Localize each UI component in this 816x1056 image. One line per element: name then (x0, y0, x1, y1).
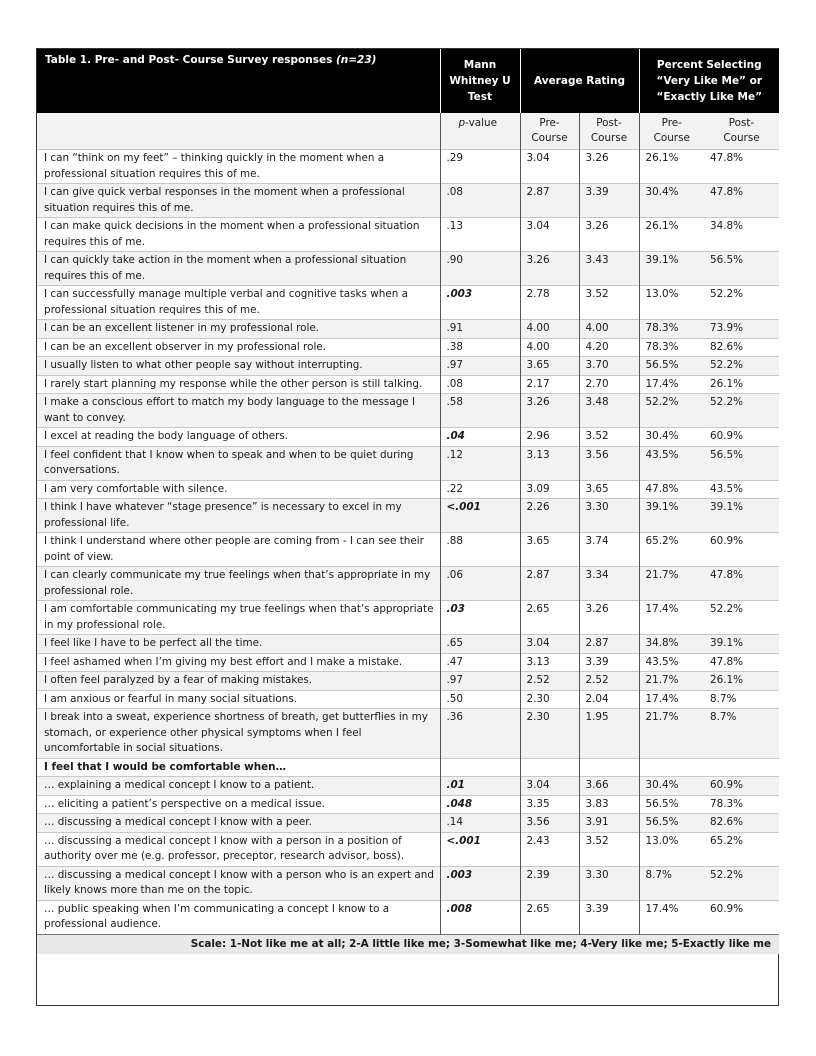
p-value-cell: .38 (440, 338, 520, 357)
post-avg-cell: 3.43 (579, 252, 639, 286)
table-row (37, 446, 779, 480)
pre-avg-cell: 2.52 (520, 672, 579, 691)
post-pct-cell: 60.9% (704, 777, 779, 796)
p-value-cell: <.001 (440, 832, 520, 866)
pre-avg-cell: 2.96 (520, 428, 579, 447)
pre-avg-cell: 2.39 (520, 866, 579, 900)
post-avg-cell: 3.52 (579, 832, 639, 866)
pre-pct-cell: 17.4% (639, 690, 704, 709)
p-value-cell: .36 (440, 709, 520, 759)
table-row (37, 499, 779, 533)
post-avg-cell: 2.70 (579, 375, 639, 394)
statement-cell: I rarely start planning my response while the other person is still talking. (37, 375, 440, 394)
p-value-cell: .13 (440, 218, 520, 252)
table-row (37, 900, 779, 934)
pre-pct-cell: 43.5% (639, 653, 704, 672)
col-header-average-rating: Average Rating (520, 49, 639, 113)
table-row (37, 338, 779, 357)
scale-note: Scale: 1-Not like me at all; 2-A little like me; 3-Somewhat like me; 4-Very like me; 5-Exactly like me (37, 934, 779, 954)
table-row (37, 394, 779, 428)
post-avg-cell: 3.39 (579, 900, 639, 934)
statement-cell: … discussing a medical concept I know with a peer. (37, 814, 440, 833)
table-row (37, 866, 779, 900)
post-avg-cell: 4.00 (579, 320, 639, 339)
statement-cell: … discussing a medical concept I know with a person in a position of authority over me (e.g. professor, preceptor, research advisor, boss). (37, 832, 440, 866)
table-header-row (37, 49, 779, 113)
post-avg-cell: 3.30 (579, 866, 639, 900)
survey-table (37, 49, 779, 954)
pre-avg-cell: 2.26 (520, 499, 579, 533)
table-row (37, 252, 779, 286)
p-value-cell: .88 (440, 533, 520, 567)
p-value-cell: .048 (440, 795, 520, 814)
post-pct-cell: 82.6% (704, 814, 779, 833)
post-avg-cell: 1.95 (579, 709, 639, 759)
section-row (37, 758, 779, 777)
p-value-cell: .06 (440, 567, 520, 601)
post-avg-cell: 4.20 (579, 338, 639, 357)
pre-avg-cell: 3.35 (520, 795, 579, 814)
pre-pct-cell: 17.4% (639, 900, 704, 934)
pre-avg-cell (520, 758, 579, 777)
post-pct-cell: 52.2% (704, 357, 779, 376)
pre-pct-cell: 17.4% (639, 601, 704, 635)
statement-cell: I can be an excellent observer in my professional role. (37, 338, 440, 357)
table-row (37, 832, 779, 866)
post-pct-cell: 39.1% (704, 499, 779, 533)
pre-avg-cell: 2.65 (520, 601, 579, 635)
table-body (37, 150, 779, 955)
statement-cell: I feel confident that I know when to speak and when to be quiet during conversations. (37, 446, 440, 480)
statement-cell: I think I understand where other people are coming from - I can see their point of view. (37, 533, 440, 567)
pre-avg-cell: 2.87 (520, 184, 579, 218)
statement-cell: I often feel paralyzed by a fear of making mistakes. (37, 672, 440, 691)
pre-avg-cell: 3.09 (520, 480, 579, 499)
table-row (37, 709, 779, 759)
p-value-cell (440, 758, 520, 777)
post-pct-cell: 60.9% (704, 900, 779, 934)
scale-note-row (37, 934, 779, 954)
post-avg-cell: 3.74 (579, 533, 639, 567)
statement-cell: I am anxious or fearful in many social situations. (37, 690, 440, 709)
pre-avg-cell: 2.30 (520, 690, 579, 709)
pre-avg-cell: 3.26 (520, 252, 579, 286)
pre-avg-cell: 3.56 (520, 814, 579, 833)
col-header-percent-selecting: Percent Selecting “Very Like Me” or “Exactly Like Me” (639, 49, 779, 113)
post-pct-cell: 52.2% (704, 394, 779, 428)
pre-pct-cell: 39.1% (639, 252, 704, 286)
statement-cell: I can successfully manage multiple verbal and cognitive tasks when a professional situation requires this of me. (37, 286, 440, 320)
pre-pct-cell: 30.4% (639, 777, 704, 796)
p-value-cell: .08 (440, 184, 520, 218)
table-row (37, 653, 779, 672)
pre-avg-cell: 2.17 (520, 375, 579, 394)
p-value-cell: .003 (440, 866, 520, 900)
p-value-cell: .90 (440, 252, 520, 286)
table-row (37, 150, 779, 184)
post-pct-cell: 26.1% (704, 375, 779, 394)
statement-cell: I can give quick verbal responses in the moment when a professional situation requires this of me. (37, 184, 440, 218)
p-rest: -value (465, 117, 497, 129)
p-value-cell: .08 (440, 375, 520, 394)
pre-pct-cell: 78.3% (639, 338, 704, 357)
pre-pct-cell: 34.8% (639, 635, 704, 654)
p-value-cell: .14 (440, 814, 520, 833)
post-avg-cell: 3.26 (579, 150, 639, 184)
post-avg-cell: 3.48 (579, 394, 639, 428)
post-pct-cell: 26.1% (704, 672, 779, 691)
p-value-cell: .58 (440, 394, 520, 428)
table-title-n: (n=23) (335, 54, 377, 66)
pre-avg-cell: 3.65 (520, 357, 579, 376)
post-pct-cell: 65.2% (704, 832, 779, 866)
pre-pct-cell: 8.7% (639, 866, 704, 900)
table-row (37, 690, 779, 709)
table-row (37, 357, 779, 376)
pre-avg-cell: 3.65 (520, 533, 579, 567)
post-pct-cell: 34.8% (704, 218, 779, 252)
table-row (37, 672, 779, 691)
table-row (37, 480, 779, 499)
post-avg-cell: 3.56 (579, 446, 639, 480)
pre-pct-cell: 26.1% (639, 150, 704, 184)
p-value-cell: .91 (440, 320, 520, 339)
pre-pct-cell: 56.5% (639, 795, 704, 814)
p-value-cell: .22 (440, 480, 520, 499)
statement-cell: … eliciting a patient’s perspective on a medical issue. (37, 795, 440, 814)
pre-avg-cell: 2.65 (520, 900, 579, 934)
post-avg-cell: 3.52 (579, 428, 639, 447)
post-avg-cell: 3.30 (579, 499, 639, 533)
table-row (37, 533, 779, 567)
table-subheader-row (37, 113, 779, 150)
pre-avg-cell: 3.04 (520, 635, 579, 654)
statement-cell: I think I have whatever “stage presence” is necessary to excel in my professional life. (37, 499, 440, 533)
post-pct-cell: 60.9% (704, 533, 779, 567)
post-pct-cell: 8.7% (704, 709, 779, 759)
pre-pct-cell: 13.0% (639, 832, 704, 866)
post-avg-cell: 3.26 (579, 218, 639, 252)
pre-avg-cell: 3.04 (520, 150, 579, 184)
pre-avg-cell: 3.04 (520, 218, 579, 252)
pre-pct-cell: 52.2% (639, 394, 704, 428)
pre-pct-cell (639, 758, 704, 777)
statement-cell: I am comfortable communicating my true feelings when that’s appropriate in my professional role. (37, 601, 440, 635)
statement-cell: I make a conscious effort to match my body language to the message I want to convey. (37, 394, 440, 428)
table-title-text: Table 1. Pre- and Post- Course Survey responses (45, 54, 336, 66)
table-row (37, 375, 779, 394)
post-pct-cell: 47.8% (704, 184, 779, 218)
statement-cell: I feel like I have to be perfect all the time. (37, 635, 440, 654)
table-row (37, 635, 779, 654)
subheader-avg-pre: Pre- Course (520, 113, 579, 150)
p-value-cell: .03 (440, 601, 520, 635)
statement-cell: I usually listen to what other people say without interrupting. (37, 357, 440, 376)
post-pct-cell: 39.1% (704, 635, 779, 654)
pre-pct-cell: 17.4% (639, 375, 704, 394)
pre-avg-cell: 2.78 (520, 286, 579, 320)
post-pct-cell: 73.9% (704, 320, 779, 339)
p-value-cell: .97 (440, 672, 520, 691)
table-row (37, 428, 779, 447)
pre-avg-cell: 3.13 (520, 446, 579, 480)
pre-avg-cell: 4.00 (520, 338, 579, 357)
statement-cell: I feel that I would be comfortable when… (37, 758, 440, 777)
pre-pct-cell: 13.0% (639, 286, 704, 320)
p-value-cell: .01 (440, 777, 520, 796)
subheader-pct-pre: Pre- Course (639, 113, 704, 150)
table-row (37, 286, 779, 320)
subheader-pct-post: Post- Course (704, 113, 779, 150)
p-value-cell: .97 (440, 357, 520, 376)
p-value-cell: .12 (440, 446, 520, 480)
statement-cell: I can quickly take action in the moment when a professional situation requires this of me. (37, 252, 440, 286)
p-value-cell: .008 (440, 900, 520, 934)
pre-avg-cell: 3.04 (520, 777, 579, 796)
subheader-p-value (440, 113, 520, 150)
statement-cell: I can be an excellent listener in my professional role. (37, 320, 440, 339)
pre-pct-cell: 30.4% (639, 428, 704, 447)
post-pct-cell: 52.2% (704, 866, 779, 900)
table-row (37, 567, 779, 601)
p-italic: p (458, 117, 466, 129)
p-value-cell: <.001 (440, 499, 520, 533)
post-pct-cell: 47.8% (704, 653, 779, 672)
col-header-mann-whitney: Mann Whitney U Test (440, 49, 520, 113)
statement-cell: … explaining a medical concept I know to a patient. (37, 777, 440, 796)
p-value-cell: .29 (440, 150, 520, 184)
post-avg-cell (579, 758, 639, 777)
post-avg-cell: 2.04 (579, 690, 639, 709)
pre-pct-cell: 56.5% (639, 357, 704, 376)
pre-pct-cell: 56.5% (639, 814, 704, 833)
pre-avg-cell: 3.13 (520, 653, 579, 672)
post-avg-cell: 3.65 (579, 480, 639, 499)
post-avg-cell: 3.26 (579, 601, 639, 635)
pre-pct-cell: 26.1% (639, 218, 704, 252)
post-avg-cell: 2.52 (579, 672, 639, 691)
post-pct-cell: 52.2% (704, 286, 779, 320)
pre-pct-cell: 47.8% (639, 480, 704, 499)
post-pct-cell: 47.8% (704, 567, 779, 601)
pre-avg-cell: 2.30 (520, 709, 579, 759)
post-avg-cell: 3.52 (579, 286, 639, 320)
statement-cell: I can clearly communicate my true feelings when that’s appropriate in my professional role. (37, 567, 440, 601)
pre-pct-cell: 21.7% (639, 567, 704, 601)
post-pct-cell: 52.2% (704, 601, 779, 635)
table-row (37, 601, 779, 635)
pre-pct-cell: 43.5% (639, 446, 704, 480)
p-value-cell: .50 (440, 690, 520, 709)
post-avg-cell: 3.39 (579, 184, 639, 218)
post-pct-cell: 43.5% (704, 480, 779, 499)
pre-avg-cell: 3.26 (520, 394, 579, 428)
p-value-cell: .003 (440, 286, 520, 320)
post-pct-cell: 78.3% (704, 795, 779, 814)
post-avg-cell: 3.91 (579, 814, 639, 833)
pre-pct-cell: 78.3% (639, 320, 704, 339)
post-avg-cell: 3.70 (579, 357, 639, 376)
post-pct-cell: 82.6% (704, 338, 779, 357)
table-row (37, 777, 779, 796)
pre-pct-cell: 21.7% (639, 709, 704, 759)
table-title (37, 49, 440, 113)
post-avg-cell: 3.39 (579, 653, 639, 672)
post-avg-cell: 3.83 (579, 795, 639, 814)
pre-pct-cell: 65.2% (639, 533, 704, 567)
post-pct-cell: 47.8% (704, 150, 779, 184)
p-value-cell: .04 (440, 428, 520, 447)
statement-cell: I excel at reading the body language of others. (37, 428, 440, 447)
post-avg-cell: 3.66 (579, 777, 639, 796)
post-avg-cell: 2.87 (579, 635, 639, 654)
pre-avg-cell: 2.87 (520, 567, 579, 601)
table-row (37, 795, 779, 814)
statement-cell: I can “think on my feet” – thinking quickly in the moment when a professional situation requires this of me. (37, 150, 440, 184)
p-value-cell: .65 (440, 635, 520, 654)
statement-cell: I feel ashamed when I’m giving my best effort and I make a mistake. (37, 653, 440, 672)
subheader-blank (37, 113, 440, 150)
statement-cell: I am very comfortable with silence. (37, 480, 440, 499)
post-pct-cell: 56.5% (704, 252, 779, 286)
statement-cell: I can make quick decisions in the moment when a professional situation requires this of me. (37, 218, 440, 252)
subheader-avg-post: Post- Course (579, 113, 639, 150)
table-row (37, 814, 779, 833)
pre-pct-cell: 21.7% (639, 672, 704, 691)
post-pct-cell: 56.5% (704, 446, 779, 480)
statement-cell: I break into a sweat, experience shortness of breath, get butterflies in my stomach, or experience other physical symptoms when I feel uncomfortable in social situations. (37, 709, 440, 759)
table-row (37, 184, 779, 218)
pre-avg-cell: 2.43 (520, 832, 579, 866)
table-row (37, 320, 779, 339)
table-row (37, 218, 779, 252)
pre-pct-cell: 39.1% (639, 499, 704, 533)
pre-pct-cell: 30.4% (639, 184, 704, 218)
post-pct-cell: 8.7% (704, 690, 779, 709)
pre-avg-cell: 4.00 (520, 320, 579, 339)
statement-cell: … public speaking when I’m communicating a concept I know to a professional audience. (37, 900, 440, 934)
post-avg-cell: 3.34 (579, 567, 639, 601)
post-pct-cell (704, 758, 779, 777)
post-pct-cell: 60.9% (704, 428, 779, 447)
p-value-cell: .47 (440, 653, 520, 672)
statement-cell: … discussing a medical concept I know with a person who is an expert and likely knows more than me on the topic. (37, 866, 440, 900)
